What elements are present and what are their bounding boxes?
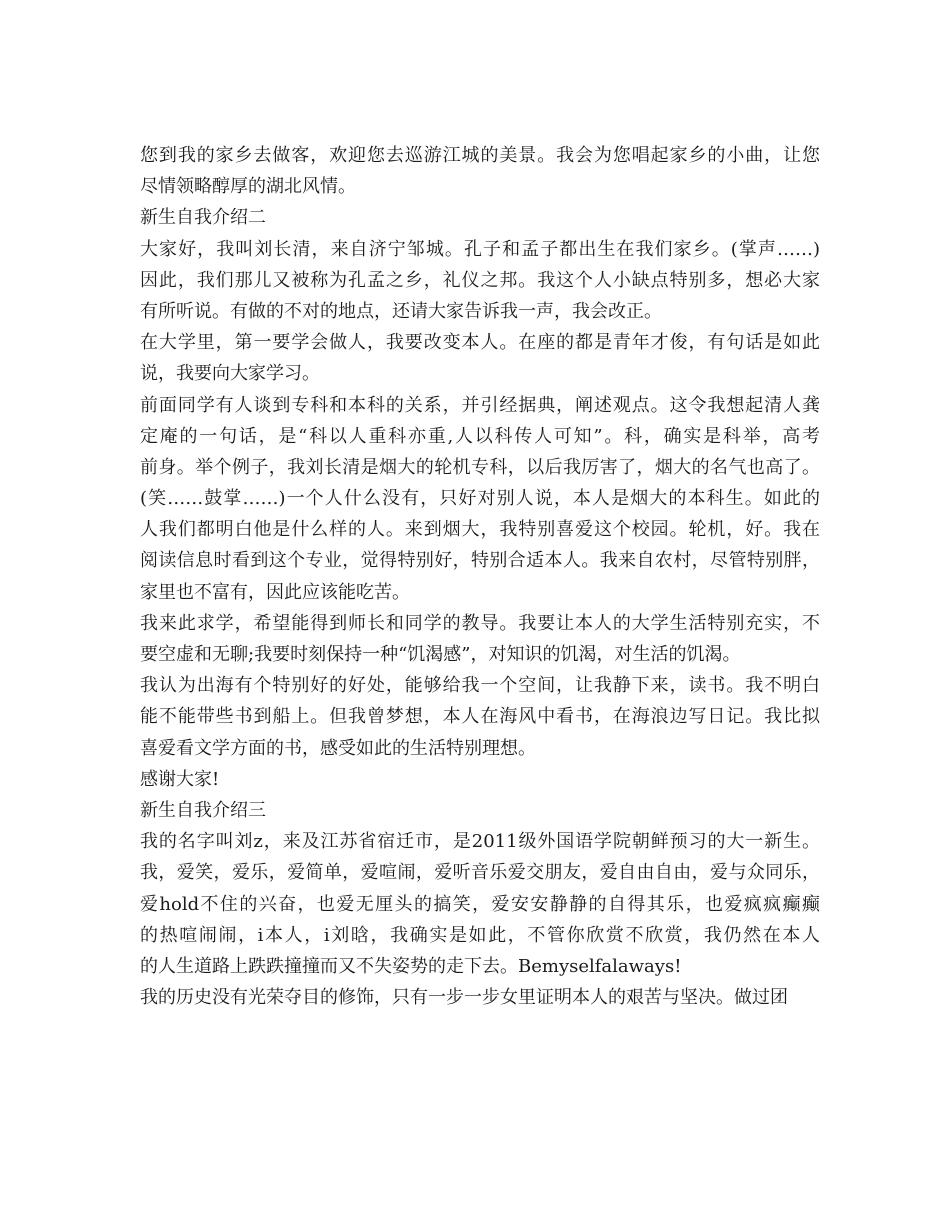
text-line: 我认为出海有个特别好的好处，能够给我一个空间，让我静下来，读书。我不明白 — [140, 675, 820, 697]
text-line: 尽情领略醇厚的湖北风情。 — [140, 176, 356, 198]
text-line: 的人生道路上跌跌撞撞而又不失姿势的走下去。Bemyselfalaways! — [140, 955, 682, 977]
text-line: 因此，我们那儿又被称为孔孟之乡，礼仪之邦。我这个人小缺点特别多，想必大家 — [140, 269, 820, 291]
text-line: 家里也不富有，因此应该能吃苦。 — [140, 581, 410, 603]
text-line: 说，我要向大家学习。 — [140, 363, 320, 385]
paragraph — [140, 795, 820, 826]
text-line: 有所听说。有做的不对的地点，还请大家告诉我一声，我会改正。 — [140, 300, 662, 322]
paragraph — [140, 764, 820, 795]
paragraph — [140, 826, 820, 982]
text-line: 前面同学有人谈到专科和本科的关系，并引经据典，阐述观点。这令我想起清人龚 — [140, 394, 820, 416]
text-line: 爱hold不住的兴奋，也爱无厘头的搞笑，爱安安静静的自得其乐，也爱疯疯癫癫 — [140, 893, 820, 915]
text-line: 的热喧闹闹，i本人，i刘晗，我确实是如此，不管你欣赏不欣赏，我仍然在本人 — [140, 924, 820, 946]
text-line: 新生自我介绍二 — [140, 207, 266, 229]
text-line: 我的历史没有光荣夺目的修饰，只有一步一步女里证明本人的艰苦与坚决。做过团 — [140, 987, 788, 1009]
text-line: 我，爱笑，爱乐，爱简单，爱喧闹，爱听音乐爱交朋友，爱自由自由，爱与众同乐， — [140, 862, 820, 884]
paragraph — [140, 234, 820, 328]
text-line: 人我们都明白他是什么样的人。来到烟大，我特别喜爱这个校园。轮机，好。我在 — [140, 519, 820, 541]
paragraph — [140, 982, 820, 1013]
text-line: (笑……鼓掌……)一个人什么没有，只好对别人说，本人是烟大的本科生。如此的 — [140, 488, 820, 510]
text-line: 能不能带些书到船上。但我曾梦想，本人在海风中看书，在海浪边写日记。我比拟 — [140, 706, 820, 728]
text-line: 新生自我介绍三 — [140, 799, 266, 821]
text-line: 喜爱看文学方面的书，感受如此的生活特别理想。 — [140, 737, 536, 759]
paragraph — [140, 140, 820, 202]
text-line: 阅读信息时看到这个专业，觉得特别好，特别合适本人。我来自农村，尽管特别胖， — [140, 550, 820, 572]
paragraph — [140, 390, 820, 608]
text-line: 大家好，我叫刘长清，来自济宁邹城。孔子和孟子都出生在我们家乡。(掌声……) — [140, 238, 820, 260]
document-body — [140, 140, 820, 1013]
text-line: 我来此求学，希望能得到师长和同学的教导。我要让本人的大学生活特别充实，不 — [140, 612, 820, 634]
text-line: 我的名字叫刘z，来及江苏省宿迁市，是2011级外国语学院朝鲜预习的大一新生。 — [140, 831, 820, 853]
text-line: 定庵的一句话，是“科以人重科亦重,人以科传人可知”。科，确实是科举，高考 — [140, 425, 820, 447]
paragraph — [140, 670, 820, 764]
paragraph — [140, 327, 820, 389]
text-line: 感谢大家! — [140, 768, 220, 790]
text-line: 要空虚和无聊;我要时刻保持一种“饥渴感”，对知识的饥渴，对生活的饥渴。 — [140, 644, 741, 665]
text-line: 您到我的家乡去做客，欢迎您去巡游江城的美景。我会为您唱起家乡的小曲，让您 — [140, 145, 820, 166]
text-line: 在大学里，第一要学会做人，我要改变本人。在座的都是青年才俊，有句话是如此 — [140, 332, 820, 354]
paragraph — [140, 608, 820, 670]
paragraph — [140, 202, 820, 233]
text-line: 前身。举个例子，我刘长清是烟大的轮机专科，以后我厉害了，烟大的名气也高了。 — [140, 456, 820, 478]
